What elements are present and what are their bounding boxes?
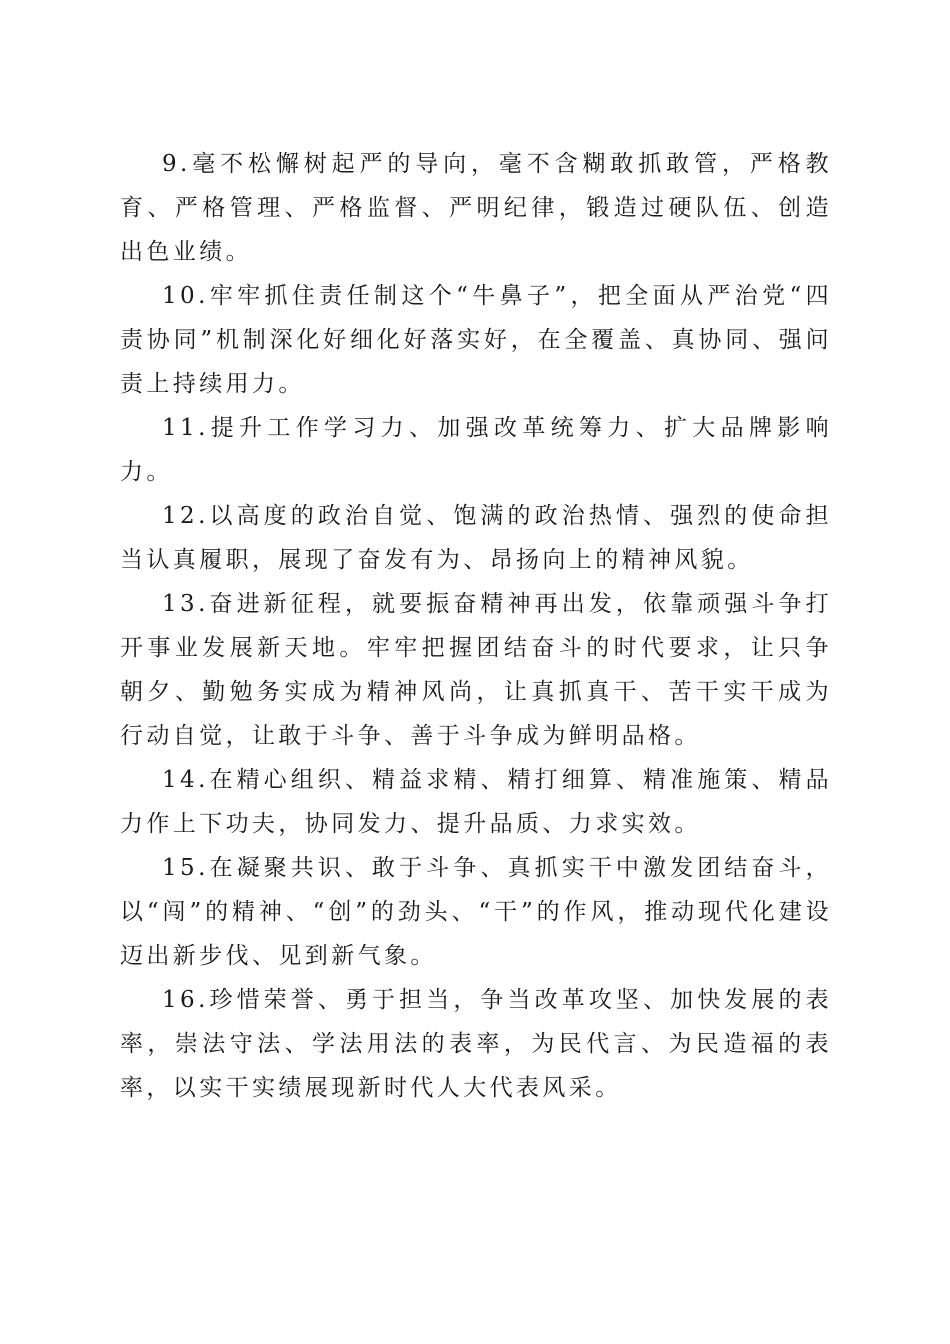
document-body [120,142,832,1110]
paragraph-16: 16.珍惜荣誉、勇于担当，争当改革攻坚、加快发展的表率，崇法守法、学法用法的表率，为民代言、为民造福的表率，以实干实绩展现新时代人大代表风采。 [120,987,832,1101]
paragraph-11: 11.提升工作学习力、加强改革统筹力、扩大品牌影响力。 [120,415,832,485]
paragraph-14: 14.在精心组织、精益求精、精打细算、精准施策、精品力作上下功夫，协同发力、提升品质、力求实效。 [120,767,832,837]
paragraph-10: 10.牢牢抓住责任制这个“牛鼻子”，把全面从严治党“四责协同”机制深化好细化好落实好，在全覆盖、真协同、强问责上持续用力。 [120,283,832,397]
paragraph-13: 13.奋进新征程，就要振奋精神再出发，依靠顽强斗争打开事业发展新天地。牢牢把握团结奋斗的时代要求，让只争朝夕、勤勉务实成为精神风尚，让真抓真干、苦干实干成为行动自觉，让敢于斗争、善于斗争成为鲜明品格。 [120,591,832,749]
paragraph-12: 12.以高度的政治自觉、饱满的政治热情、强烈的使命担当认真履职，展现了奋发有为、昂扬向上的精神风貌。 [120,503,832,573]
paragraph-9: 9.毫不松懈树起严的导向，毫不含糊敢抓敢管，严格教育、严格管理、严格监督、严明纪律，锻造过硬队伍、创造出色业绩。 [120,151,832,265]
paragraph-15: 15.在凝聚共识、敢于斗争、真抓实干中激发团结奋斗，以“闯”的精神、“创”的劲头、“干”的作风，推动现代化建设迈出新步伐、见到新气象。 [120,855,832,969]
